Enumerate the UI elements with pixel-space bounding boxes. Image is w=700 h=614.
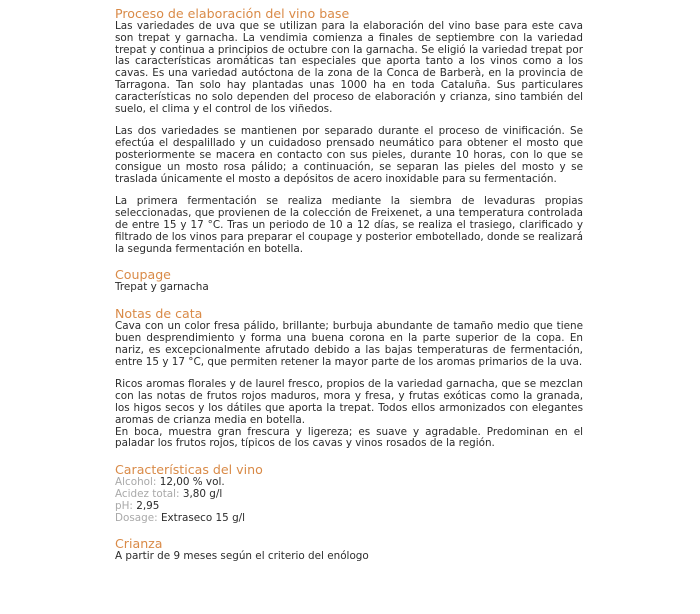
section-title-proceso: Proceso de elaboración del vino base [115, 6, 350, 21]
section-coupage [115, 267, 583, 294]
spec-value: 3,80 g/l [179, 487, 223, 500]
spec-label: Acidez total: [115, 487, 180, 500]
section-crianza [115, 536, 583, 563]
section-title-caracteristicas: Características del vino [115, 462, 263, 478]
paragraph: Las variedades de uva que se utilizan para la elaboración del vino base para este cava son trepat y garnacha. La vendimia comienza a finales de septiembre con la variedad trepat y continua a principios de octubre con la garnacha. Se eligió la variedad trepat por las características aromáticas tan especiales que aporta tanto a los vinos como a los cavas. Es una variedad autóctona de la zona de la Conca de Barberà, en la provincia de Tarragona. Tan solo hay plantadas unas 1000 ha en toda Cataluña. Sus particulares características no solo dependen del proceso de elaboración y crianza, sino también del suelo, el clima y el control de los viñedos. [115, 20, 583, 115]
spec-dosage [115, 513, 583, 525]
paragraph: Las dos variedades se mantienen por separado durante el proceso de vinificación. Se efectúa el despalillado y un cuidadoso prensado neumático para obtener el mosto que posteriormente se macera en contacto con sus pieles, durante 10 horas, con lo que se consigue un mosto rosa pálido; a continuación, se separan las pieles del mosto y se traslada únicamente el mosto a depósitos de acero inoxidable para su fermentación. [115, 125, 583, 185]
coupage-text: Trepat y garnacha [115, 281, 209, 294]
paragraph: Ricos aromas florales y de laurel fresco, propios de la variedad garnacha, que se mezclan con las notas de frutos rojos maduros, mora y fresa, y frutas exóticas como la granada, los higos secos y los dátiles que aporta la trepat. Todos ellos armonizados con elegantes aromas de crianza media en botella. [115, 378, 583, 426]
paragraph: La primera fermentación se realiza mediante la siembra de levaduras propias seleccionadas, que provienen de la colección de Freixenet, a una temperatura controlada de entre 15 y 17 °C. Tras un periodo de 10 a 12 días, se realiza el trasiego, clarificado y filtrado de los vinos para preparar el coupage y posterior embotellado, donde se realizará la segunda fermentación en botella. [115, 195, 583, 255]
spec-acidez [115, 489, 583, 501]
spec-label: Dosage: [115, 511, 158, 524]
document-page [115, 6, 583, 563]
paragraph: En boca, muestra gran frescura y ligereza; es suave y agradable. Predominan en el paladar los frutos rojos, típicos de los cavas y vinos rosados de la región. [115, 425, 583, 450]
section-title-coupage: Coupage [115, 267, 171, 283]
section-notas [115, 306, 583, 450]
crianza-text: A partir de 9 meses según el criterio del enólogo [115, 550, 369, 563]
spec-value: Extraseco 15 g/l [157, 511, 246, 524]
paragraph: Cava con un color fresa pálido, brillante; burbuja abundante de tamaño medio que tiene buen desprendimiento y forma una buena corona en la parte superior de la copa. En nariz, es excepcionalmente afrutado debido a las bajas temperaturas de fermentación, entre 15 y 17 °C, que permiten retener la mayor parte de los aromas primarios de la uva. [115, 320, 583, 368]
section-caracteristicas [115, 462, 583, 524]
spec-value: 12,00 % vol. [156, 476, 225, 489]
spec-value: 2,95 [132, 499, 160, 512]
section-title-notas: Notas de cata [115, 306, 203, 322]
spec-label: Alcohol: [115, 476, 157, 489]
section-proceso [115, 6, 583, 255]
section-title-crianza: Crianza [115, 536, 163, 552]
spec-label: pH: [115, 499, 133, 512]
